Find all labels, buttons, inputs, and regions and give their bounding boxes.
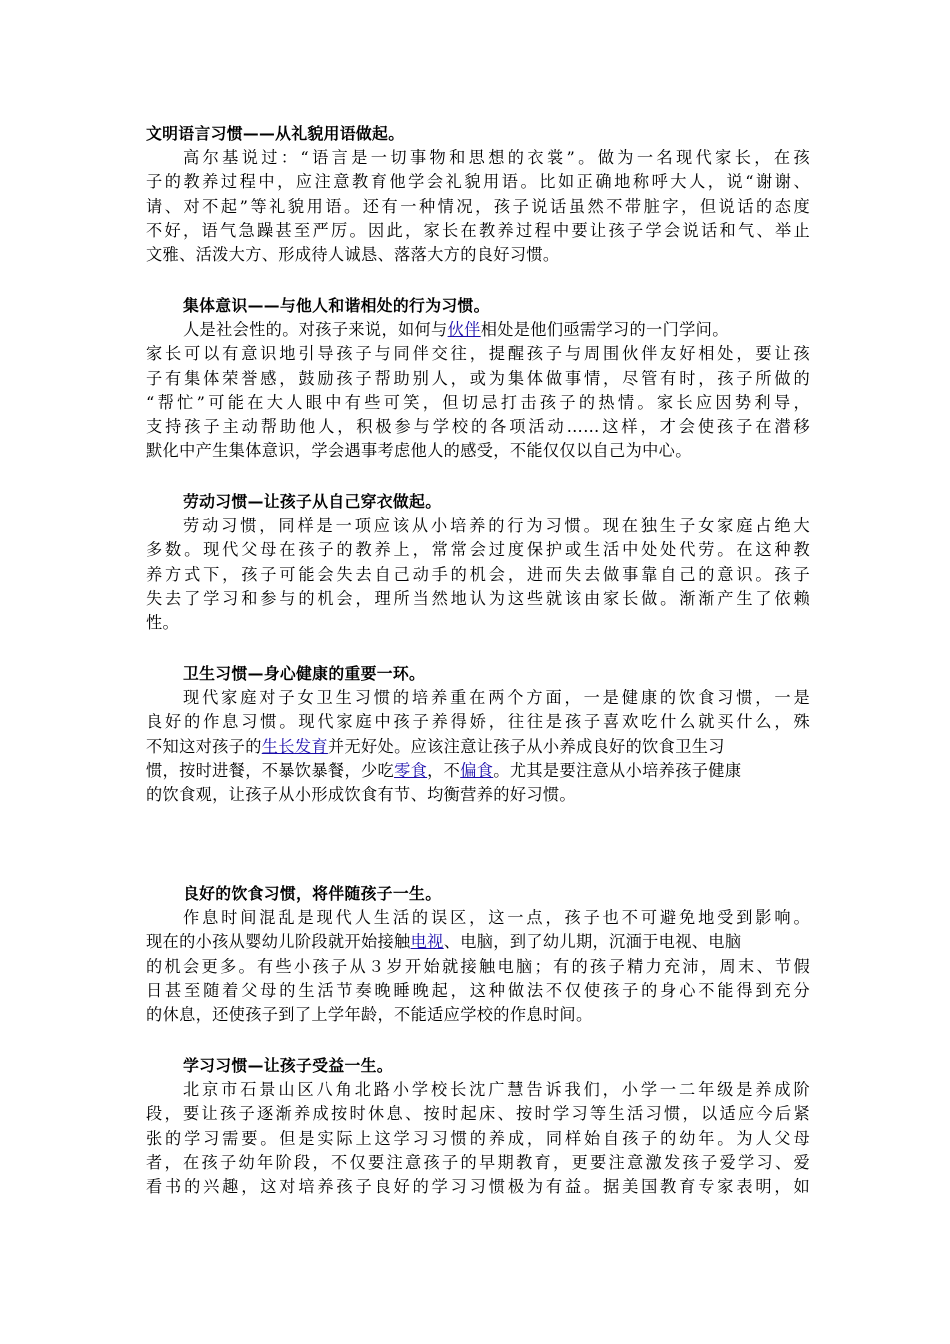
paragraph-line: 作息时间混乱是现代人生活的误区，这一点，孩子也不可避免地受到影响。 (183, 908, 810, 928)
paragraph-line: 的机会更多。有些小孩子从３岁开始就接触电脑；有的孩子精力充沛，周末、节假 (146, 956, 810, 976)
section-heading: 文明语言习惯——从礼貌用语做起。 (146, 124, 405, 143)
link-picky-eating[interactable]: 偏食 (460, 760, 494, 780)
paragraph-line (146, 318, 810, 342)
paragraph-line: 的休息，还使孩子到了上学年龄，不能适应学校的作息时间。 (146, 1004, 593, 1024)
text-run: 并无好处。应该注意让孩子从小养成良好的饮食卫生习 (327, 736, 725, 756)
paragraph-line: 文雅、活泼大方、形成待人诚恳、落落大方的良好习惯。 (146, 244, 560, 264)
section-heading: 劳动习惯—让孩子从自己穿衣做起。 (183, 492, 442, 511)
text-run: 现在的小孩从婴幼儿阶段就开始接触 (146, 932, 411, 952)
link-television[interactable]: 电视 (410, 932, 444, 952)
paragraph-line: 良好的作息习惯。现代家庭中孩子养得娇，往往是孩子喜欢吃什么就买什么，殊 (146, 712, 810, 732)
paragraph-line: 子的教养过程中，应注意教育他学会礼貌用语。比如正确地称呼大人，说“谢谢、 (146, 172, 810, 192)
section-study-habit (146, 1054, 810, 1199)
paragraph-line: 请、对不起”等礼貌用语。还有一种情况，孩子说话虽然不带脏字，但说话的态度 (146, 196, 810, 216)
paragraph-line: 性。 (146, 612, 180, 632)
paragraph-line: 段，要让孩子逐渐养成按时休息、按时起床、按时学习等生活习惯，以适应今后紧 (146, 1104, 810, 1124)
paragraph-line: 养方式下，孩子可能会失去自己动手的机会，进而失去做事靠自己的意识。孩子 (146, 564, 810, 584)
paragraph-line: 默化中产生集体意识，学会遇事考虑他人的感受，不能仅仅以自己为中心。 (146, 441, 692, 461)
section-heading: 良好的饮食习惯，将伴随孩子一生。 (183, 884, 442, 903)
link-growth-development[interactable]: 生长发育 (261, 736, 328, 756)
section-labor-habit (146, 490, 810, 635)
paragraph-line: 家长可以有意识地引导孩子与同伴交往，提醒孩子与周围伙伴友好相处，要让孩 (146, 344, 810, 364)
paragraph-line: 看书的兴趣，这对培养孩子良好的学习习惯极为有益。据美国教育专家表明，如 (146, 1176, 810, 1196)
section-heading: 卫生习惯—身心健康的重要一环。 (183, 664, 426, 683)
paragraph-line: 高尔基说过：“语言是一切事物和思想的衣裳”。做为一名现代家长，在孩 (183, 148, 810, 168)
section-hygiene-habit (146, 662, 810, 807)
paragraph-line: 北京市石景山区八角北路小学校长沈广慧告诉我们，小学一二年级是养成阶 (183, 1080, 810, 1100)
paragraph-line: 的饮食观，让孩子从小形成饮食有节、均衡营养的好习惯。 (146, 784, 576, 804)
text-run: 相处是他们亟需学习的一门学问。 (480, 320, 729, 340)
paragraph-line (146, 735, 810, 759)
text-run: 惯，按时进餐，不暴饮暴餐，少吃 (146, 760, 395, 780)
link-snacks[interactable]: 零食 (394, 760, 428, 780)
paragraph-line: 张的学习需要。但是实际上这学习习惯的养成，同样始自孩子的幼年。为人父母 (146, 1128, 810, 1148)
paragraph-line: 日甚至随着父母的生活节奏晚睡晚起，这种做法不仅使孩子的身心不能得到充分 (146, 980, 810, 1000)
paragraph-line: 失去了学习和参与的机会，理所当然地认为这些就该由家长做。渐渐产生了依赖 (146, 588, 810, 608)
paragraph-line: 子有集体荣誉感，鼓励孩子帮助别人，或为集体做事情，尽管有时，孩子所做的 (146, 368, 810, 388)
section-eating-habit (146, 882, 810, 1027)
paragraph-line: 现代家庭对子女卫生习惯的培养重在两个方面，一是健康的饮食习惯，一是 (183, 688, 810, 708)
paragraph-line: 支持孩子主动帮助他人，积极参与学校的各项活动……这样，才会使孩子在潜移 (146, 416, 810, 436)
text-run: 。尤其是要注意从小培养孩子健康 (493, 760, 742, 780)
paragraph-line: “帮忙”可能在大人眼中有些可笑，但切忌打击孩子的热情。家长应因势利导， (146, 392, 810, 412)
paragraph-line: 劳动习惯，同样是一项应该从小培养的行为习惯。现在独生子女家庭占绝大 (183, 516, 810, 536)
text-run: 不知这对孩子的 (146, 736, 262, 756)
section-collective-awareness (146, 294, 810, 463)
paragraph-line (146, 759, 810, 783)
section-heading: 学习习惯—让孩子受益一生。 (183, 1056, 393, 1075)
section-heading: 集体意识——与他人和谐相处的行为习惯。 (183, 296, 490, 315)
link-partner[interactable]: 伙伴 (447, 320, 481, 340)
paragraph-line: 者，在孩子幼年阶段，不仅要注意孩子的早期教育，更要注意激发孩子爱学习、爱 (146, 1152, 810, 1172)
paragraph-line (146, 930, 810, 954)
paragraph-line: 多数。现代父母在孩子的教养上，常常会过度保护或生活中处处代劳。在这种教 (146, 540, 810, 560)
paragraph-line: 不好，语气急躁甚至严厉。因此，家长在教养过程中要让孩子学会说话和气、举止 (146, 220, 810, 240)
section-civil-language (146, 122, 810, 267)
text-run: 人是社会性的。对孩子来说，如何与 (183, 320, 448, 340)
text-run: 、电脑，到了幼儿期，沉湎于电视、电脑 (443, 932, 742, 952)
text-run: ，不 (427, 760, 461, 780)
